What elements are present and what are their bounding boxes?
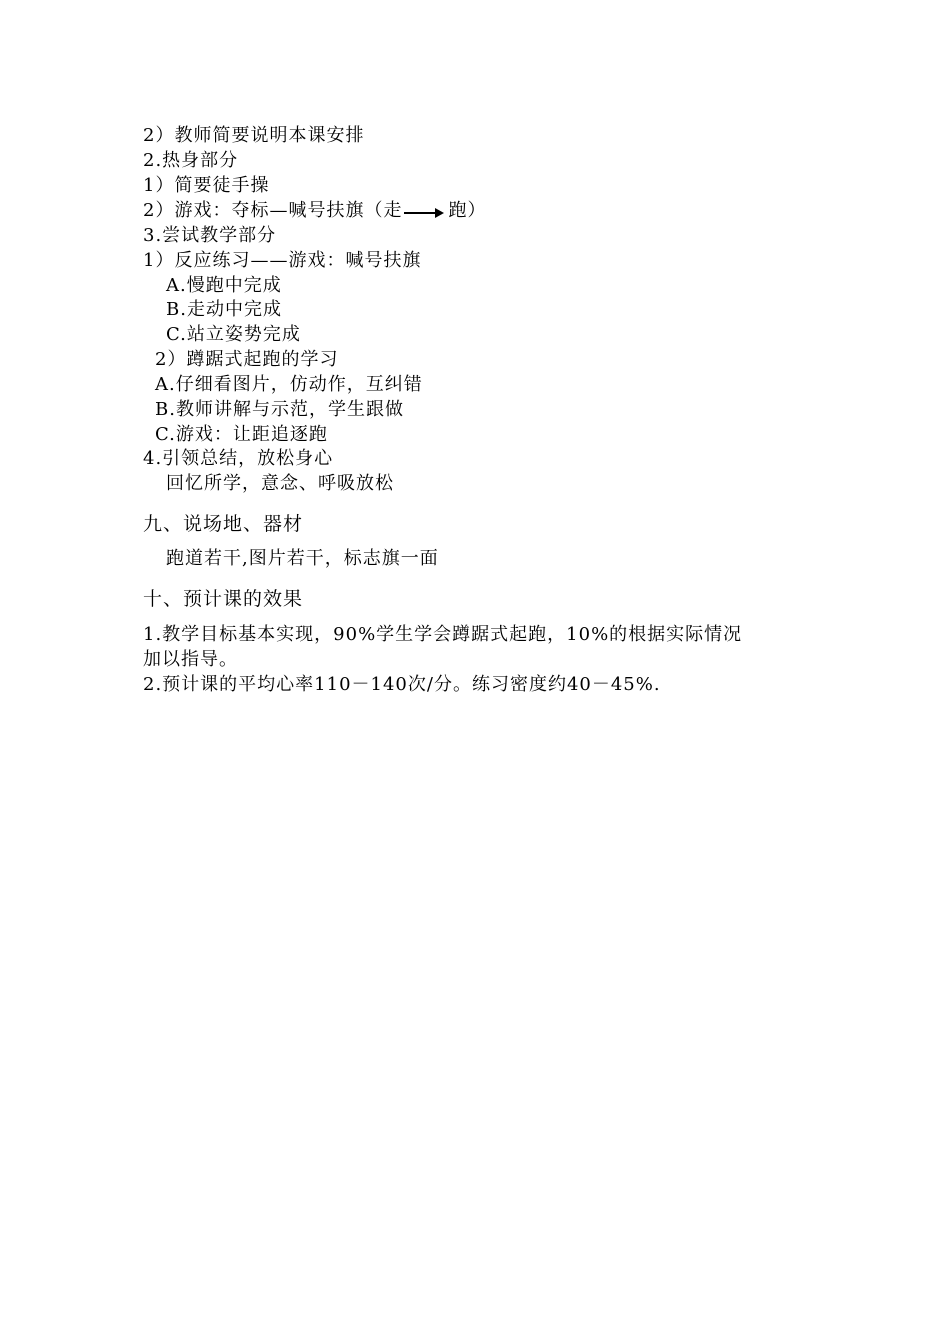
text-line: C.站立姿势完成 bbox=[166, 324, 301, 345]
text-line: C.游戏：让距追逐跑 bbox=[155, 424, 328, 445]
text-line: 加以指导。 bbox=[143, 649, 238, 670]
text-line: 2）蹲踞式起跑的学习 bbox=[155, 349, 339, 370]
text-line: A.仔细看图片，仿动作，互纠错 bbox=[155, 374, 423, 395]
text-line: B.走动中完成 bbox=[166, 299, 282, 320]
text-line: 1）简要徒手操 bbox=[143, 175, 270, 196]
text-line: B.教师讲解与示范，学生跟做 bbox=[155, 399, 404, 420]
right-arrow-icon bbox=[404, 204, 444, 218]
section-heading: 九、说场地、器材 bbox=[143, 513, 304, 535]
text-line-with-arrow bbox=[143, 199, 486, 223]
text-line: 1.教学目标基本实现，90%学生学会蹲踞式起跑，10%的根据实际情况 bbox=[143, 624, 743, 645]
text-line: 4.引领总结，放松身心 bbox=[143, 448, 334, 469]
text-segment: 跑） bbox=[448, 200, 487, 221]
text-line: 2）教师简要说明本课安排 bbox=[143, 125, 365, 146]
text-line: 跑道若干,图片若干，标志旗一面 bbox=[166, 548, 439, 569]
text-line: 2.热身部分 bbox=[143, 150, 239, 171]
text-line: 回忆所学，意念、呼吸放松 bbox=[166, 473, 394, 494]
text-segment: 2）游戏：夺标—喊号扶旗（走 bbox=[143, 200, 403, 221]
text-line: 3.尝试教学部分 bbox=[143, 225, 277, 246]
text-line: 2.预计课的平均心率110－140次/分。练习密度约40－45%. bbox=[143, 674, 661, 695]
text-line: A.慢跑中完成 bbox=[166, 275, 282, 296]
text-line: 1）反应练习——游戏：喊号扶旗 bbox=[143, 250, 422, 271]
section-heading: 十、预计课的效果 bbox=[143, 588, 304, 610]
